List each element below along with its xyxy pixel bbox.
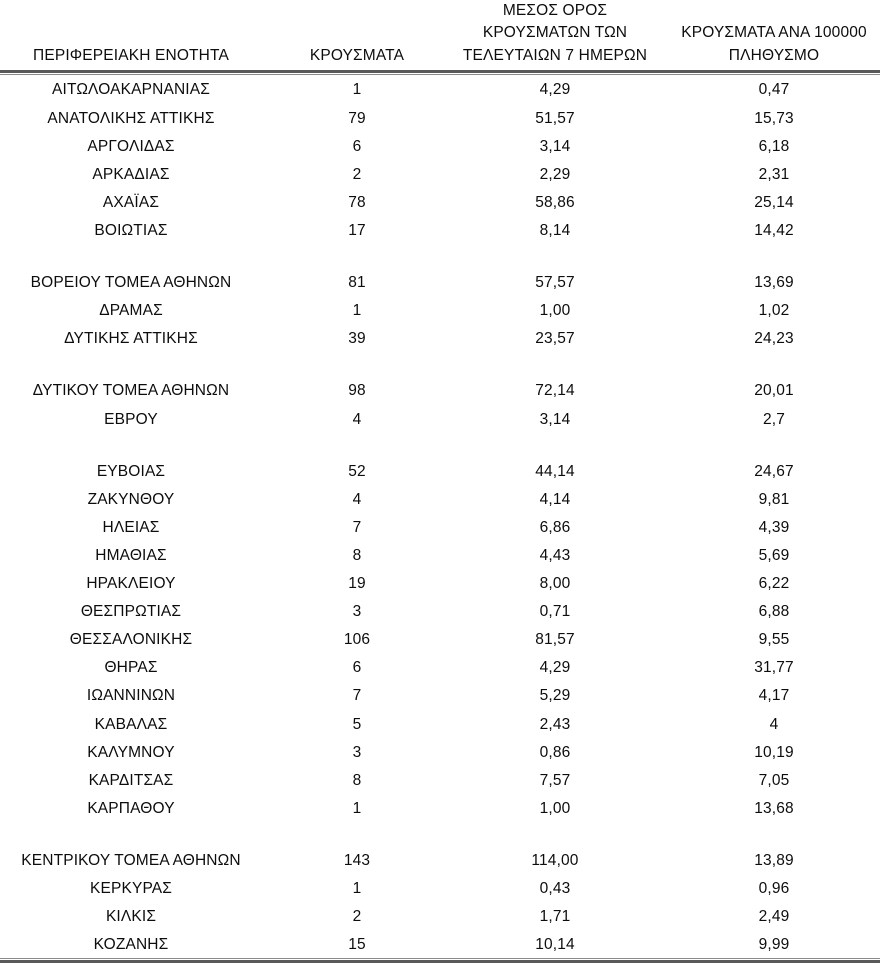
cell-cases: 1 — [352, 302, 362, 320]
table-row — [0, 160, 880, 188]
cell-region: ΒΟΙΩΤΙΑΣ — [94, 221, 168, 239]
cell-per100k: 5,69 — [758, 546, 790, 564]
column-header-per100k-line-1: ΚΡΟΥΣΜΑΤΑ ΑΝΑ 100000 — [681, 24, 867, 42]
cell-per100k: 13,89 — [754, 852, 794, 870]
cell-cases: 8 — [352, 771, 362, 789]
cell-region: ΙΩΑΝΝΙΝΩΝ — [86, 687, 176, 705]
table-row — [0, 268, 880, 296]
cell-cases: 1 — [352, 799, 362, 817]
cell-per100k: 2,7 — [763, 410, 785, 428]
cell-per100k: 9,99 — [758, 936, 790, 954]
table-row — [0, 794, 880, 822]
cell-region: ΚΙΛΚΙΣ — [105, 908, 157, 926]
cell-per100k: 6,18 — [758, 137, 790, 155]
cell-avg7: 1,00 — [539, 302, 571, 320]
cell-region: ΑΡΚΑΔΙΑΣ — [92, 165, 170, 183]
cell-cases: 3 — [352, 603, 362, 621]
cell-cases: 8 — [352, 546, 362, 564]
cell-avg7: 8,00 — [539, 575, 571, 593]
cell-region: ΒΟΡΕΙΟΥ ΤΟΜΕΑ ΑΘΗΝΩΝ — [30, 274, 232, 292]
cell-region: ΚΕΝΤΡΙΚΟΥ ΤΟΜΕΑ ΑΘΗΝΩΝ — [21, 852, 241, 870]
bottom-rule — [0, 958, 880, 963]
cell-per100k: 24,67 — [754, 462, 794, 480]
cell-per100k: 10,19 — [754, 743, 794, 761]
cell-cases: 7 — [352, 518, 362, 536]
table-row — [0, 710, 880, 738]
cell-per100k: 7,05 — [758, 771, 790, 789]
cell-region: ΖΑΚΥΝΘΟΥ — [87, 490, 175, 508]
cell-cases: 3 — [352, 743, 362, 761]
column-header-avg7-line-3: ΤΕΛΕΥΤΑΙΩΝ 7 ΗΜΕΡΩΝ — [462, 46, 648, 64]
cell-avg7: 1,00 — [539, 799, 571, 817]
cell-avg7: 4,14 — [539, 490, 571, 508]
table-row — [0, 930, 880, 958]
cell-avg7: 4,43 — [539, 546, 571, 564]
column-header-region — [0, 0, 258, 70]
cell-cases: 4 — [352, 410, 362, 428]
cell-per100k: 6,88 — [758, 603, 790, 621]
cell-avg7: 0,86 — [539, 743, 571, 761]
table-spacer-cell — [0, 352, 880, 376]
cell-per100k: 4,17 — [758, 687, 790, 705]
table-row — [0, 738, 880, 766]
cell-per100k: 31,77 — [754, 659, 794, 677]
cell-cases: 6 — [352, 659, 362, 677]
table-header — [0, 0, 880, 75]
column-header-cases — [258, 0, 440, 70]
table-row — [0, 513, 880, 541]
cell-avg7: 8,14 — [539, 221, 571, 239]
table-spacer-cell — [0, 433, 880, 457]
table-row — [0, 216, 880, 244]
column-header-avg7-line-1: ΜΕΣΟΣ ΟΡΟΣ — [502, 2, 608, 19]
cell-per100k: 13,69 — [754, 274, 794, 292]
table-row — [0, 625, 880, 653]
table-row — [0, 188, 880, 216]
cell-avg7: 51,57 — [535, 109, 575, 127]
table-body — [0, 75, 880, 958]
cell-per100k: 15,73 — [754, 109, 794, 127]
table-row — [0, 766, 880, 794]
cell-region: ΗΛΕΙΑΣ — [102, 518, 160, 536]
cell-avg7: 23,57 — [535, 330, 575, 348]
cell-avg7: 57,57 — [535, 274, 575, 292]
cell-per100k: 24,23 — [754, 330, 794, 348]
cell-avg7: 3,14 — [539, 410, 571, 428]
cell-avg7: 1,71 — [539, 908, 571, 926]
table-spacer-row — [0, 244, 880, 268]
table-row — [0, 104, 880, 132]
column-header-avg7-line-2: ΚΡΟΥΣΜΑΤΩΝ ΤΩΝ — [482, 24, 628, 42]
cell-per100k: 4 — [769, 715, 779, 733]
header-row — [0, 0, 880, 70]
cell-region: ΔΥΤΙΚΗΣ ΑΤΤΙΚΗΣ — [64, 330, 198, 348]
cell-region: ΚΑΒΑΛΑΣ — [94, 715, 168, 733]
cell-region: ΑΝΑΤΟΛΙΚΗΣ ΑΤΤΙΚΗΣ — [47, 109, 215, 127]
table-row — [0, 597, 880, 625]
cell-region: ΑΧΑΪΑΣ — [102, 193, 160, 211]
cell-region: ΘΕΣΣΑΛΟΝΙΚΗΣ — [69, 631, 193, 649]
cell-per100k: 1,02 — [758, 302, 790, 320]
cell-per100k: 20,01 — [754, 382, 794, 400]
cell-per100k: 9,55 — [758, 631, 790, 649]
column-header-cases-line-1: ΚΡΟΥΣΜΑΤΑ — [309, 46, 405, 64]
cell-per100k: 0,47 — [758, 81, 790, 99]
cell-avg7: 4,29 — [539, 81, 571, 99]
table-row — [0, 569, 880, 597]
cell-avg7: 2,43 — [539, 715, 571, 733]
table-spacer-cell — [0, 822, 880, 846]
table-row — [0, 485, 880, 513]
cell-avg7: 44,14 — [535, 462, 575, 480]
cell-per100k: 13,68 — [754, 799, 794, 817]
cell-avg7: 7,57 — [539, 771, 571, 789]
cell-region: ΚΑΛΥΜΝΟΥ — [87, 743, 175, 761]
column-header-per100k-line-2: ΠΛΗΘΥΣΜΟ — [728, 46, 820, 64]
column-header-region-line-1: ΠΕΡΙΦΕΡΕΙΑΚΗ ΕΝΟΤΗΤΑ — [33, 46, 229, 64]
cell-region: ΔΥΤΙΚΟΥ ΤΟΜΕΑ ΑΘΗΝΩΝ — [32, 382, 230, 400]
cell-region: ΑΙΤΩΛΟΑΚΑΡΝΑΝΙΑΣ — [52, 81, 210, 99]
table-row — [0, 376, 880, 404]
cell-per100k: 2,31 — [758, 165, 790, 183]
cell-cases: 15 — [348, 936, 366, 954]
table-row — [0, 75, 880, 103]
table-row — [0, 653, 880, 681]
cell-cases: 17 — [348, 221, 366, 239]
cell-cases: 19 — [348, 575, 366, 593]
cell-region: ΔΡΑΜΑΣ — [99, 302, 163, 320]
cell-per100k: 6,22 — [758, 575, 790, 593]
cell-cases: 106 — [343, 631, 371, 649]
table-row — [0, 846, 880, 874]
cell-cases: 5 — [352, 715, 362, 733]
cell-avg7: 0,71 — [539, 603, 571, 621]
cell-cases: 79 — [348, 109, 366, 127]
table-row — [0, 902, 880, 930]
cell-cases: 1 — [352, 81, 362, 99]
table-spacer-cell — [0, 244, 880, 268]
cell-avg7: 5,29 — [539, 687, 571, 705]
column-header-per100k — [648, 0, 880, 70]
cell-per100k: 9,81 — [758, 490, 790, 508]
cell-region: ΑΡΓΟΛΙΔΑΣ — [87, 137, 175, 155]
table-row — [0, 405, 880, 433]
table-spacer-row — [0, 352, 880, 376]
table-row — [0, 132, 880, 160]
table-row — [0, 874, 880, 902]
table-spacer-row — [0, 433, 880, 457]
cell-region: ΚΑΡΔΙΤΣΑΣ — [88, 771, 174, 789]
cell-avg7: 4,29 — [539, 659, 571, 677]
cell-avg7: 72,14 — [535, 382, 575, 400]
cell-avg7: 58,86 — [535, 193, 575, 211]
cell-region: ΘΕΣΠΡΩΤΙΑΣ — [80, 603, 182, 621]
cell-cases: 4 — [352, 490, 362, 508]
cell-cases: 143 — [343, 852, 371, 870]
cell-avg7: 81,57 — [535, 631, 575, 649]
cell-cases: 98 — [348, 382, 366, 400]
cell-per100k: 14,42 — [754, 221, 794, 239]
table-row — [0, 681, 880, 709]
cell-avg7: 6,86 — [539, 518, 571, 536]
cell-cases: 6 — [352, 137, 362, 155]
table-row — [0, 541, 880, 569]
cell-region: ΗΜΑΘΙΑΣ — [95, 546, 167, 564]
cell-per100k: 4,39 — [758, 518, 790, 536]
table-row — [0, 457, 880, 485]
cell-region: ΕΥΒΟΙΑΣ — [96, 462, 166, 480]
cell-region: ΕΒΡΟΥ — [104, 410, 158, 428]
cell-avg7: 114,00 — [531, 852, 579, 870]
cell-per100k: 2,49 — [758, 908, 790, 926]
cell-cases: 2 — [352, 908, 362, 926]
column-header-avg7 — [440, 0, 648, 70]
cell-region: ΗΡΑΚΛΕΙΟΥ — [86, 575, 176, 593]
cell-cases: 39 — [348, 330, 366, 348]
table-spacer-row — [0, 822, 880, 846]
cell-avg7: 3,14 — [539, 137, 571, 155]
cell-per100k: 25,14 — [754, 193, 794, 211]
table-row — [0, 296, 880, 324]
cell-cases: 81 — [348, 274, 366, 292]
cell-cases: 2 — [352, 165, 362, 183]
cell-region: ΚΟΖΑΝΗΣ — [93, 936, 169, 954]
cell-region: ΚΕΡΚΥΡΑΣ — [90, 880, 172, 898]
cell-cases: 7 — [352, 687, 362, 705]
cell-region: ΚΑΡΠΑΘΟΥ — [87, 799, 175, 817]
cell-avg7: 2,29 — [539, 165, 571, 183]
cell-cases: 78 — [348, 193, 366, 211]
cell-avg7: 0,43 — [539, 880, 571, 898]
table-row — [0, 324, 880, 352]
cell-per100k: 0,96 — [758, 880, 790, 898]
cell-cases: 52 — [348, 462, 366, 480]
cell-avg7: 10,14 — [535, 936, 575, 954]
cell-cases: 1 — [352, 880, 362, 898]
cell-region: ΘΗΡΑΣ — [104, 659, 158, 677]
